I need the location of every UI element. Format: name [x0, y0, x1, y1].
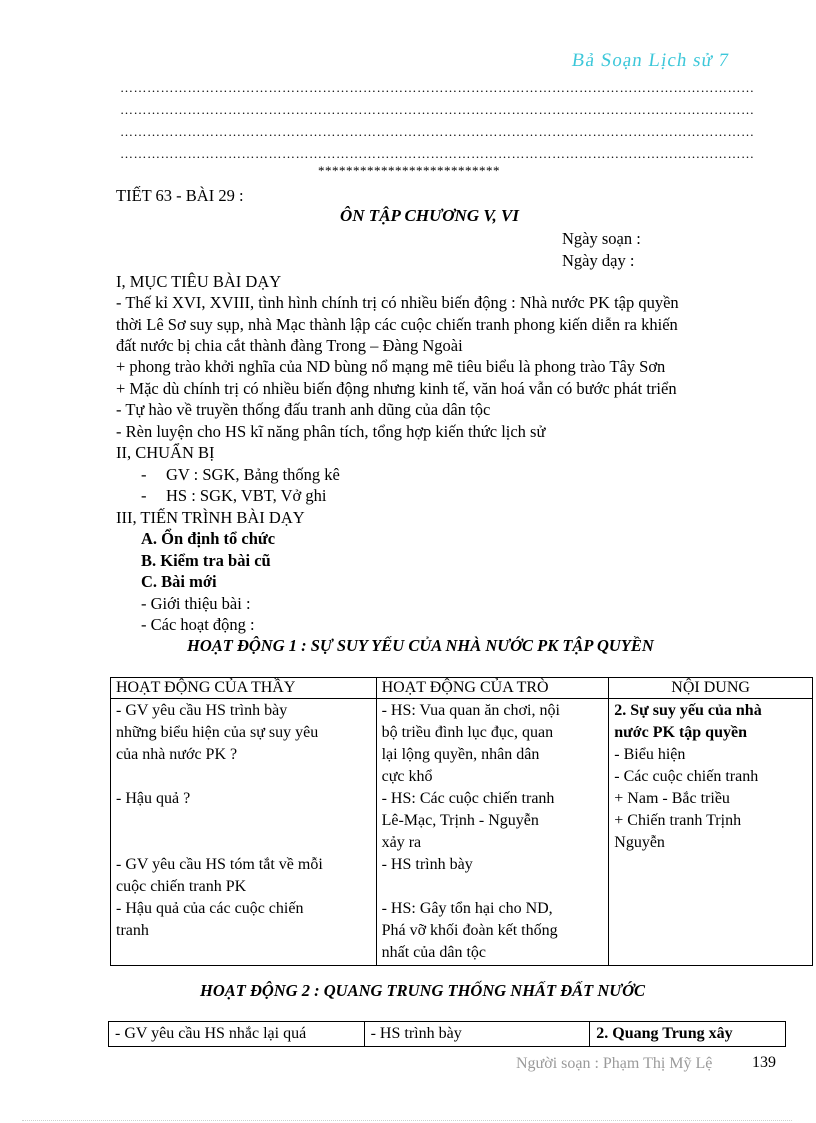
objective-line: thời Lê Sơ suy sụp, nhà Mạc thành lập các cuộc chiến tranh phong kiến diễn ra khiến — [116, 315, 678, 334]
page-title: ÔN TẬP CHƯƠNG V, VI — [340, 206, 519, 225]
table-header-row — [111, 678, 813, 699]
intro-line: - Giới thiệu bài : — [141, 594, 251, 613]
objective-line: - Tự hào về truyền thống đấu tranh anh dũng của dân tộc — [116, 400, 491, 419]
footer-author: Người soạn : Phạm Thị Mỹ Lệ — [516, 1055, 713, 1072]
student-line: - HS: Gây tổn hại cho ND, — [381, 900, 553, 917]
content-cell: 2. Quang Trung xây — [590, 1022, 786, 1047]
page-number: 139 — [752, 1054, 776, 1071]
activity2-table — [108, 1021, 786, 1047]
student-line: bộ triều đình lục đục, quan — [381, 724, 554, 741]
teacher-line: cuộc chiến tranh PK — [116, 878, 247, 895]
header-content: NỘI DUNG — [609, 678, 813, 699]
objective-line: - Thế kỉ XVI, XVIII, tình hình chính trị có nhiều biến động : Nhà nước PK tập quyền — [116, 293, 679, 312]
watermark: Bả Soạn Lịch sử 7 — [570, 50, 731, 71]
content-heading: nước PK tập quyền — [614, 724, 747, 741]
student-line: - HS: Vua quan ăn chơi, nội — [381, 702, 560, 719]
student-line: nhất của dân tộc — [381, 944, 486, 961]
teacher-line: - GV yêu cầu HS tóm tắt về mỗi — [116, 856, 323, 873]
teacher-line: tranh — [116, 922, 149, 939]
activity2-title: HOẠT ĐỘNG 2 : QUANG TRUNG THỐNG NHẤT ĐẤT NƯỚC — [200, 981, 645, 1000]
spacer — [116, 766, 371, 788]
student-line: cực khổ — [381, 768, 433, 785]
subheading-review: B. Kiểm tra bài cũ — [141, 551, 271, 570]
content-heading: 2. Sự suy yếu của nhà — [614, 702, 762, 719]
spacer — [382, 876, 604, 898]
star-divider: ************************** — [318, 163, 500, 178]
page-bottom-rule — [22, 1120, 792, 1121]
activity1-table — [110, 677, 813, 966]
student-line: - HS: Các cuộc chiến tranh — [381, 790, 555, 807]
student-line: xảy ra — [381, 834, 422, 851]
date-taught: Ngày dạy : — [562, 251, 635, 270]
lesson-number: TIẾT 63 - BÀI 29 : — [116, 186, 244, 205]
teacher-line: - Hậu quả của các cuộc chiến — [116, 900, 304, 917]
content-line: + Chiến tranh Trịnh — [614, 812, 742, 829]
teacher-line: những biểu hiện của sự suy yêu — [116, 724, 319, 741]
table-row — [109, 1022, 786, 1047]
dotted-line: …………………………………………………………………………………………………………………………… — [120, 146, 755, 161]
section-heading-objectives: I, MỤC TIÊU BÀI DẠY — [116, 272, 282, 291]
student-line: Phá vỡ khối đoàn kết thống — [381, 922, 558, 939]
prep-item: HS : SGK, VBT, Vở ghi — [166, 486, 327, 505]
header-teacher: HOẠT ĐỘNG CỦA THẦY — [111, 678, 377, 699]
section-heading-preparation: II, CHUẨN BỊ — [116, 443, 215, 462]
student-cell — [376, 699, 609, 966]
teacher-cell — [111, 699, 377, 966]
header-student: HOẠT ĐỘNG CỦA TRÒ — [376, 678, 609, 699]
prep-bullet: - — [141, 486, 147, 505]
student-line: - HS trình bày — [381, 856, 473, 873]
subheading-new-lesson: C. Bài mới — [141, 572, 217, 591]
prep-bullet: - — [141, 465, 147, 484]
teacher-cell: - GV yêu cầu HS nhắc lại quá — [109, 1022, 365, 1047]
student-cell: - HS trình bày — [364, 1022, 590, 1047]
dotted-line: …………………………………………………………………………………………………………………………… — [120, 80, 755, 95]
spacer — [116, 810, 371, 832]
activities-line: - Các hoạt động : — [141, 615, 255, 634]
section-heading-process: III, TIẾN TRÌNH BÀI DẠY — [116, 508, 305, 527]
content-line: Nguyễn — [614, 834, 665, 851]
objective-line: - Rèn luyện cho HS kĩ năng phân tích, tổng hợp kiến thức lịch sử — [116, 422, 546, 441]
content-cell — [609, 699, 813, 966]
dotted-line: …………………………………………………………………………………………………………………………… — [120, 102, 755, 117]
content-line: + Nam - Bắc triều — [614, 790, 730, 807]
prep-item: GV : SGK, Bảng thống kê — [166, 465, 340, 484]
objective-line: đất nước bị chia cắt thành đàng Trong – Đàng Ngoài — [116, 336, 463, 355]
spacer — [116, 832, 371, 854]
objective-line: + phong trào khởi nghĩa của ND bùng nổ mạng mẽ tiêu biểu là phong trào Tây Sơn — [116, 357, 666, 376]
content-line: - Biểu hiện — [614, 746, 686, 763]
teacher-line: - Hậu quả ? — [116, 790, 191, 807]
teacher-line: của nhà nước PK ? — [116, 746, 238, 763]
objective-line: + Mặc dù chính trị có nhiều biến động nhưng kinh tế, văn hoá vẫn có bước phát triển — [116, 379, 677, 398]
date-prepared: Ngày soạn : — [562, 229, 641, 248]
student-line: Lê-Mạc, Trịnh - Nguyễn — [381, 812, 539, 829]
table-row — [111, 699, 813, 966]
teacher-line: - GV yêu cầu HS trình bày — [116, 702, 288, 719]
activity1-title: HOẠT ĐỘNG 1 : SỰ SUY YẾU CỦA NHÀ NƯỚC PK TẬP QUYỀN — [187, 636, 654, 655]
subheading-stabilize: A. Ổn định tổ chức — [141, 529, 276, 548]
content-line: - Các cuộc chiến tranh — [614, 768, 759, 785]
dotted-line: …………………………………………………………………………………………………………………………… — [120, 124, 755, 139]
student-line: lại lộng quyền, nhân dân — [381, 746, 540, 763]
